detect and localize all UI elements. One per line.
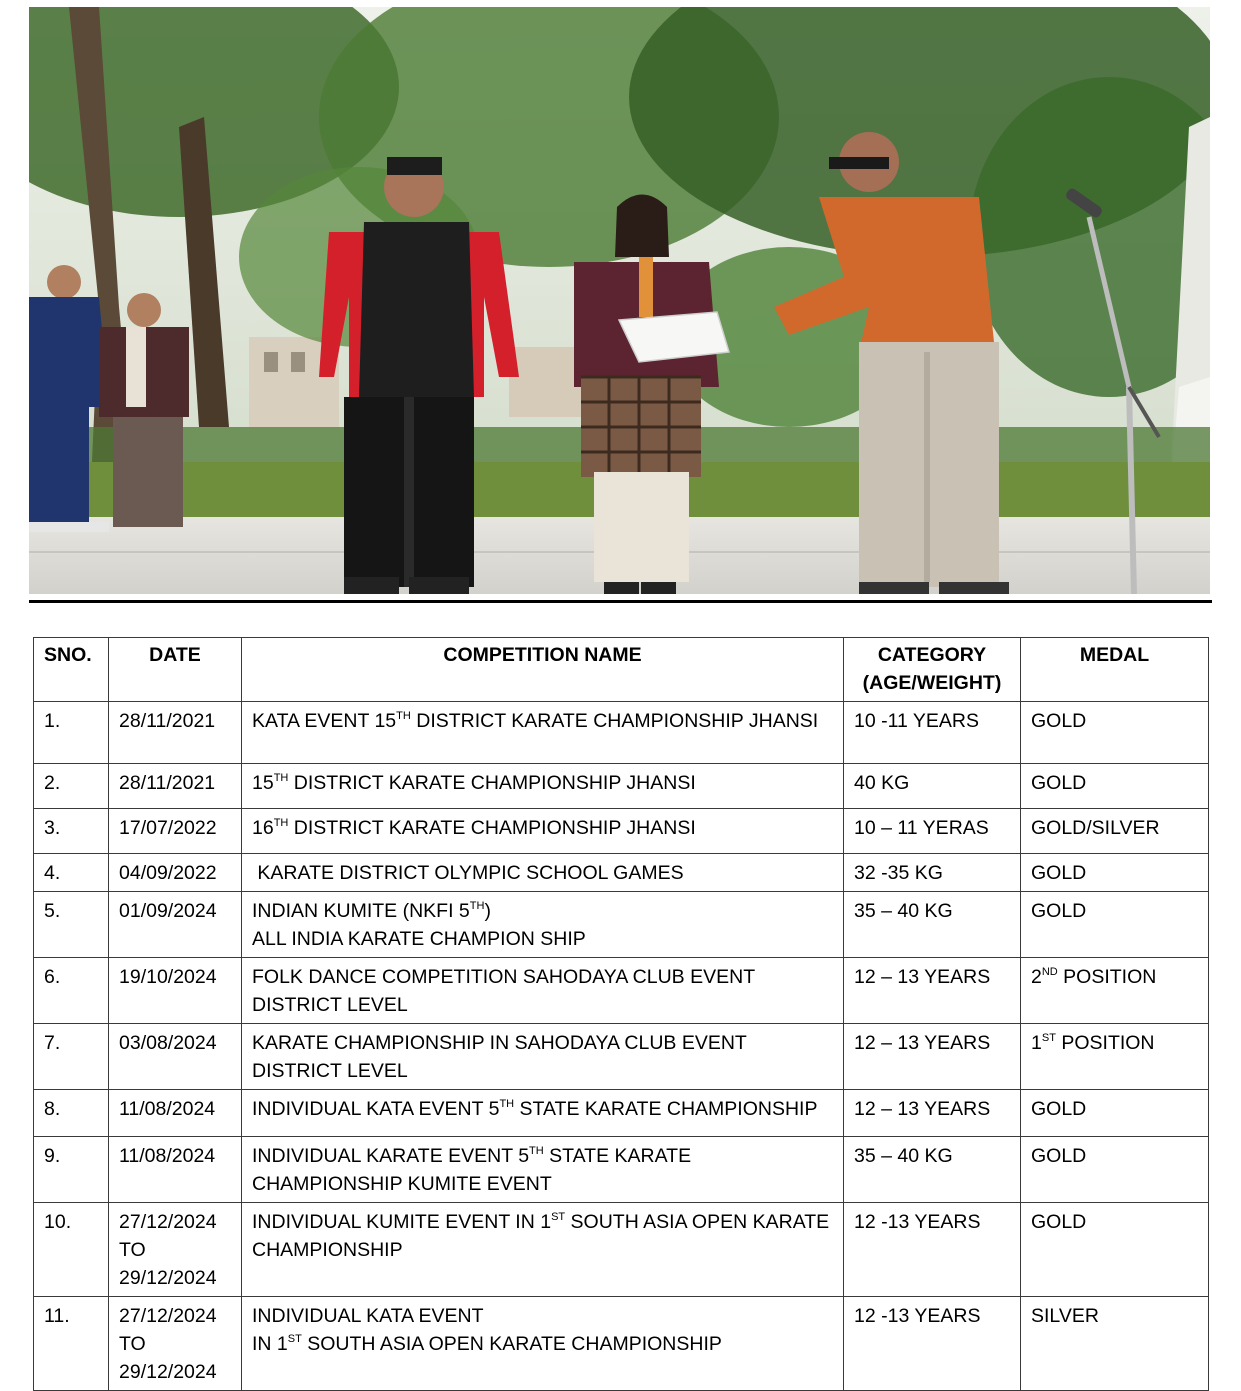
ordinal-suffix: ST [287, 1333, 302, 1345]
text-segment: FOLK DANCE COMPETITION SAHODAYA CLUB EVENT DISTRICT LEVEL [252, 966, 755, 1016]
cell-date [109, 764, 242, 809]
cell-competition [242, 1090, 844, 1137]
date-line: TO [119, 1333, 146, 1355]
table-row [34, 1137, 1209, 1203]
achievements-table [33, 637, 1209, 1391]
text-segment: 1 [1031, 1032, 1042, 1054]
ordinal-suffix: TH [273, 772, 289, 784]
cell-medal [1021, 809, 1209, 854]
cell-competition [242, 764, 844, 809]
table-header-row [34, 638, 1209, 702]
cell-sno: 6. [34, 958, 109, 1024]
text-segment: INDIVIDUAL KATA EVENT [252, 1305, 484, 1327]
cell-category: 12 – 13 YEARS [844, 958, 1021, 1024]
table-row [34, 702, 1209, 764]
event-photo [29, 7, 1210, 594]
text-segment: GOLD [1031, 1211, 1087, 1233]
date-line: 28/11/2021 [119, 772, 216, 794]
cell-category: 10 – 11 YERAS [844, 809, 1021, 854]
cell-sno: 9. [34, 1137, 109, 1203]
cell-medal [1021, 854, 1209, 892]
header-category-line1: CATEGORY [877, 644, 987, 666]
cell-competition [242, 1203, 844, 1297]
text-segment: INDIVIDUAL KATA EVENT 5 [252, 1098, 500, 1120]
text-segment: GOLD [1031, 862, 1087, 884]
cell-category: 40 KG [844, 764, 1021, 809]
certificate [619, 312, 729, 362]
cell-date [109, 809, 242, 854]
ordinal-suffix: TH [499, 1098, 515, 1110]
text-segment: ) [484, 900, 491, 922]
cell-date [109, 1137, 242, 1203]
table-row [34, 1024, 1209, 1090]
cell-date [109, 702, 242, 764]
cell-sno: 3. [34, 809, 109, 854]
table-row [34, 892, 1209, 958]
cell-date [109, 1024, 242, 1090]
header-category [844, 638, 1021, 702]
date-line: 17/07/2022 [119, 817, 217, 839]
text-segment: STATE KARATE CHAMPIONSHIP KUMITE EVENT [252, 1145, 692, 1195]
text-segment: POSITION [1057, 966, 1157, 988]
text-segment: 2 [1031, 966, 1042, 988]
table-row [34, 764, 1209, 809]
text-segment: GOLD [1031, 1145, 1087, 1167]
cell-category: 32 -35 KG [844, 854, 1021, 892]
table-row [34, 854, 1209, 892]
text-segment: GOLD [1031, 710, 1087, 732]
date-line: 27/12/2024 [119, 1211, 217, 1233]
cell-category: 12 – 13 YEARS [844, 1090, 1021, 1137]
text-segment: DISTRICT KARATE CHAMPIONSHIP JHANSI [288, 817, 696, 839]
text-segment: 15 [252, 772, 274, 794]
text-segment: GOLD [1031, 1098, 1087, 1120]
date-line: 29/12/2024 [119, 1361, 217, 1383]
cell-category: 35 – 40 KG [844, 1137, 1021, 1203]
text-segment: KATA EVENT 15 [252, 710, 397, 732]
ordinal-suffix: TH [529, 1145, 544, 1157]
header-date: DATE [109, 638, 242, 702]
horizontal-divider [29, 600, 1212, 603]
cell-competition [242, 1297, 844, 1391]
cell-medal [1021, 892, 1209, 958]
table-row [34, 1090, 1209, 1137]
text-segment: SILVER [1031, 1305, 1099, 1327]
text-segment: SOUTH ASIA OPEN KARATE CHAMPIONSHIP [252, 1211, 830, 1261]
cell-date [109, 1090, 242, 1137]
cell-date [109, 958, 242, 1024]
cell-sno: 7. [34, 1024, 109, 1090]
text-segment: GOLD [1031, 900, 1087, 922]
cell-medal [1021, 958, 1209, 1024]
cell-competition [242, 1137, 844, 1203]
date-line: 04/09/2022 [119, 862, 217, 884]
text-segment: SOUTH ASIA OPEN KARATE CHAMPIONSHIP [301, 1333, 722, 1355]
date-line: 28/11/2021 [119, 710, 216, 732]
text-segment: DISTRICT KARATE CHAMPIONSHIP JHANSI [288, 772, 696, 794]
cell-sno: 2. [34, 764, 109, 809]
ordinal-suffix: ST [551, 1211, 566, 1223]
table-row [34, 1203, 1209, 1297]
date-line: 19/10/2024 [119, 966, 217, 988]
cell-sno: 5. [34, 892, 109, 958]
cell-competition [242, 892, 844, 958]
table-row [34, 958, 1209, 1024]
cell-sno: 8. [34, 1090, 109, 1137]
header-category-line2: (AGE/WEIGHT) [862, 672, 1002, 694]
cell-category: 12 – 13 YEARS [844, 1024, 1021, 1090]
date-line: 11/08/2024 [119, 1145, 216, 1167]
table-row [34, 809, 1209, 854]
text-segment: INDIVIDUAL KUMITE EVENT IN 1 [252, 1211, 552, 1233]
date-line: 03/08/2024 [119, 1032, 217, 1054]
cell-sno: 11. [34, 1297, 109, 1391]
cell-medal [1021, 702, 1209, 764]
cell-competition [242, 854, 844, 892]
text-segment: KARATE DISTRICT OLYMPIC SCHOOL GAMES [252, 862, 684, 884]
cell-competition [242, 958, 844, 1024]
ordinal-suffix: ST [1041, 1032, 1056, 1044]
text-segment: ALL INDIA KARATE CHAMPION SHIP [252, 928, 586, 950]
date-line: TO [119, 1239, 146, 1261]
text-segment: INDIVIDUAL KARATE EVENT 5 [252, 1145, 530, 1167]
date-line: 11/08/2024 [119, 1098, 216, 1120]
header-sno: SNO. [34, 638, 109, 702]
cell-competition [242, 809, 844, 854]
text-segment: POSITION [1055, 1032, 1155, 1054]
cell-category: 12 -13 YEARS [844, 1203, 1021, 1297]
header-medal: MEDAL [1021, 638, 1209, 702]
cell-date [109, 1297, 242, 1391]
cell-competition [242, 702, 844, 764]
cell-sno: 10. [34, 1203, 109, 1297]
cell-date [109, 1203, 242, 1297]
text-segment: 16 [252, 817, 274, 839]
cell-medal [1021, 1297, 1209, 1391]
cell-date [109, 892, 242, 958]
cell-category: 10 -11 YEARS [844, 702, 1021, 764]
date-line: 27/12/2024 [119, 1305, 217, 1327]
header-competition: COMPETITION NAME [242, 638, 844, 702]
text-segment: GOLD [1031, 772, 1087, 794]
text-segment: GOLD/SILVER [1031, 817, 1160, 839]
text-segment: INDIAN KUMITE (NKFI 5 [252, 900, 470, 922]
cell-medal [1021, 1137, 1209, 1203]
cell-date [109, 854, 242, 892]
text-segment: STATE KARATE CHAMPIONSHIP [514, 1098, 818, 1120]
text-segment: DISTRICT KARATE CHAMPIONSHIP JHANSI [410, 710, 819, 732]
cell-category: 35 – 40 KG [844, 892, 1021, 958]
cell-medal [1021, 764, 1209, 809]
cell-sno: 1. [34, 702, 109, 764]
ordinal-suffix: TH [273, 817, 289, 829]
text-segment: KARATE CHAMPIONSHIP IN SAHODAYA CLUB EVENT DISTRICT LEVEL [252, 1032, 747, 1082]
award-ceremony-photo [29, 7, 1210, 594]
cell-medal [1021, 1090, 1209, 1137]
cell-medal [1021, 1203, 1209, 1297]
ordinal-suffix: TH [396, 710, 411, 722]
date-line: 01/09/2024 [119, 900, 217, 922]
table-row [34, 1297, 1209, 1391]
ordinal-suffix: ND [1041, 966, 1058, 978]
cell-category: 12 -13 YEARS [844, 1297, 1021, 1391]
cell-medal [1021, 1024, 1209, 1090]
ordinal-suffix: TH [469, 900, 485, 912]
text-segment: IN 1 [252, 1333, 288, 1355]
cell-sno: 4. [34, 854, 109, 892]
date-line: 29/12/2024 [119, 1267, 217, 1289]
cell-competition [242, 1024, 844, 1090]
